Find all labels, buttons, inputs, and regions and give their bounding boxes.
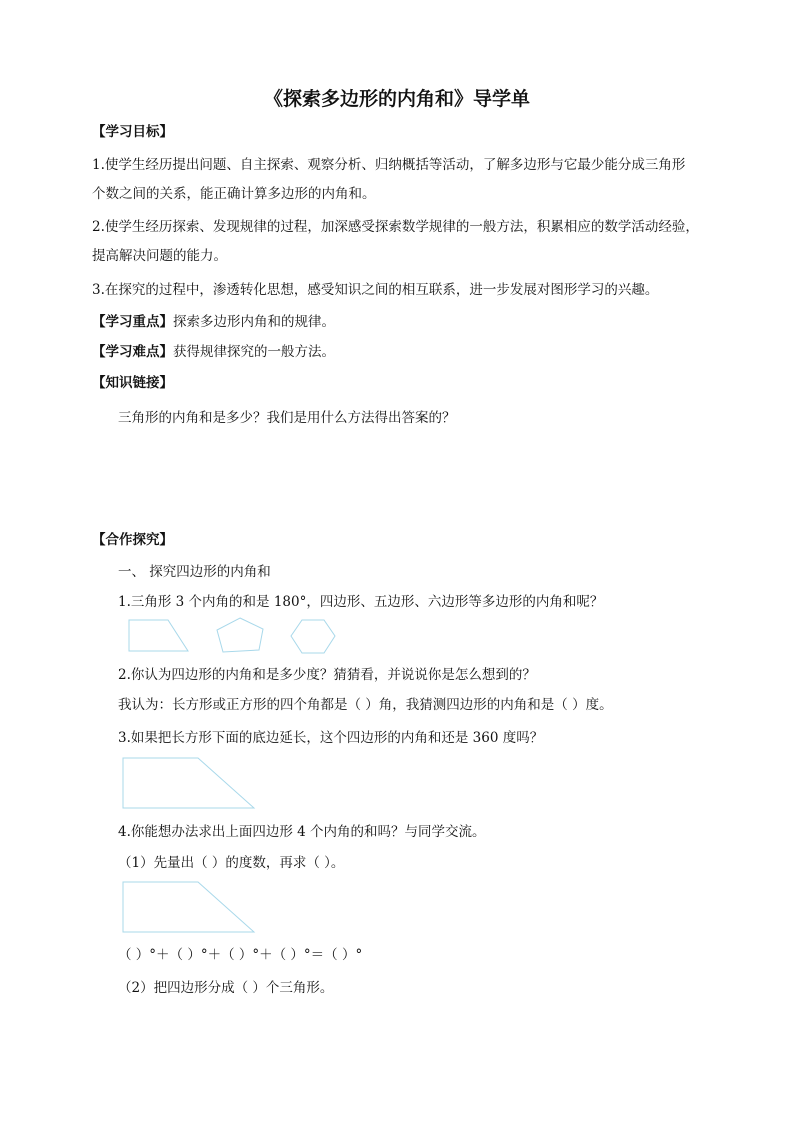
- objective-3: 3.在探究的过程中，渗透转化思想，感受知识之间的相互联系，进一步发展对图形学习的兴趣。: [92, 282, 659, 298]
- trapezoid-figure-1: [120, 756, 260, 812]
- knowledge-link-question: 三角形的内角和是多少？我们是用什么方法得出答案的？: [118, 410, 456, 426]
- key-point-text: 探索多边形内角和的规律。: [173, 314, 335, 330]
- question-2-answer: 我认为：长方形或正方形的四个角都是（ ）角，我猜测四边形的内角和是（ ）度。: [118, 697, 613, 713]
- question-1: 1.三角形 3 个内角的和是 180°，四边形、五边形、六边形等多边形的内角和呢？: [118, 594, 604, 610]
- trapezoid-figure-2: [120, 880, 260, 936]
- question-4: 4.你能想办法求出上面四边形 4 个内角的和吗？与同学交流。: [118, 824, 486, 840]
- cooperation-heading: 【合作探究】: [92, 532, 173, 548]
- page-title: 《探索多边形的内角和》导学单: [263, 88, 530, 110]
- pentagon-figure: [217, 618, 263, 652]
- question-4-part-1: （1）先量出（ ）的度数，再求（ ）。: [118, 855, 345, 871]
- quadrilateral-figure: [129, 620, 188, 651]
- difficulty-text: 获得规律探究的一般方法。: [173, 344, 335, 360]
- objective-2-line-1: 2.使学生经历探索、发现规律的过程，加深感受探索数学规律的一般方法，积累相应的数学活动经验，: [92, 219, 699, 235]
- polygon-figures: [126, 614, 342, 658]
- section-1-title: 一、 探究四边形的内角和: [118, 564, 271, 580]
- knowledge-link-heading: 【知识链接】: [92, 375, 173, 391]
- question-3: 3.如果把长方形下面的底边延长，这个四边形的内角和还是 360 度吗？: [118, 730, 544, 746]
- difficulty-heading: 【学习难点】: [92, 344, 173, 360]
- angle-sum-equation: （ ）°＋（ ）°＋（ ）°＋（ ）°＝（ ）°: [118, 947, 363, 963]
- question-2: 2.你认为四边形的内角和是多少度？猜猜看，并说说你是怎么想到的？: [118, 667, 536, 683]
- objectives-heading: 【学习目标】: [92, 124, 173, 140]
- objective-1-line-1: 1.使学生经历提出问题、自主探索、观察分析、归纳概括等活动，了解多边形与它最少能分成三角形: [92, 157, 686, 173]
- key-point: [92, 312, 335, 332]
- hexagon-figure: [291, 620, 335, 653]
- difficulty: [92, 342, 335, 362]
- key-point-heading: 【学习重点】: [92, 314, 173, 330]
- objective-2-line-2: 提高解决问题的能力。: [92, 248, 227, 264]
- question-4-part-2: （2）把四边形分成（ ）个三角形。: [118, 980, 334, 996]
- objective-1-line-2: 个数之间的关系，能正确计算多边形的内角和。: [92, 186, 376, 202]
